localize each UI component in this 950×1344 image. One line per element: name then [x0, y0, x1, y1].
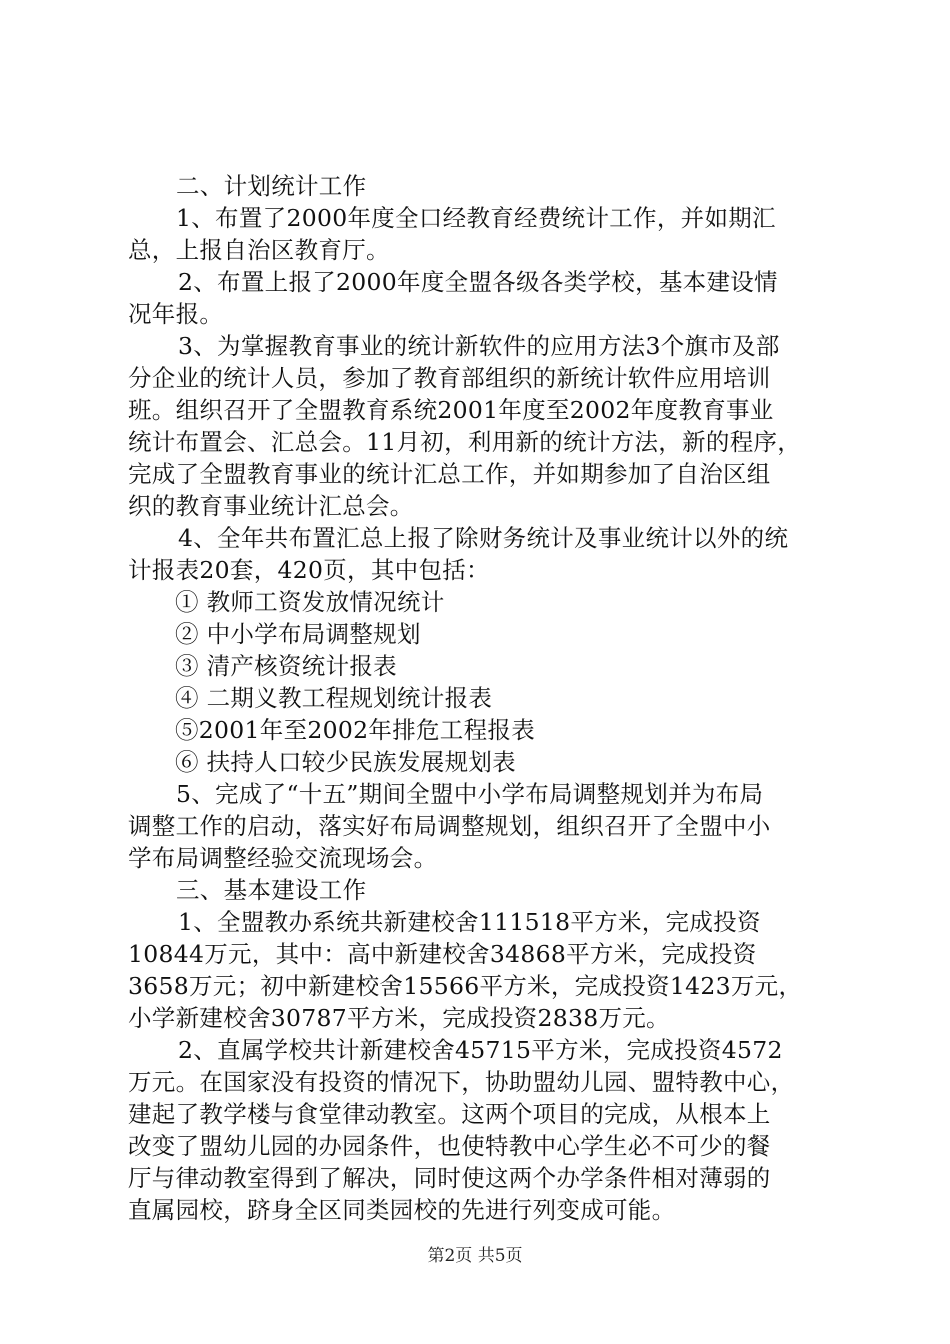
text-line: 直属园校，跻身全区同类园校的先进行列变成可能。	[128, 1196, 676, 1224]
text-line: 二、计划统计工作	[176, 172, 367, 200]
text-line: 三、基本建设工作	[176, 876, 367, 904]
text-line: 建起了教学楼与食堂律动教室。这两个项目的完成，从根本上	[128, 1100, 771, 1128]
text-line: 万元。在国家没有投资的情况下，协助盟幼儿园、盟特教中心，	[128, 1068, 795, 1096]
text-line: ④ 二期义教工程规划统计报表	[175, 684, 493, 712]
page-footer: 第2页 共5页	[427, 1246, 523, 1266]
text-line: 厅与律动教室得到了解决，同时使这两个办学条件相对薄弱的	[128, 1164, 771, 1192]
text-line: 3658万元；初中新建校舍15566平方米，完成投资1423万元，	[128, 972, 803, 1000]
text-line: 学布局调整经验交流现场会。	[128, 844, 438, 872]
text-line: 分企业的统计人员，参加了教育部组织的新统计软件应用培训	[128, 364, 771, 392]
text-line: ② 中小学布局调整规划	[175, 620, 421, 648]
text-line: 调整工作的启动，落实好布局调整规划，组织召开了全盟中小	[128, 812, 771, 840]
text-line: 4、全年共布置汇总上报了除财务统计及事业统计以外的统	[178, 524, 789, 552]
text-line: ① 教师工资发放情况统计	[175, 588, 445, 616]
text-line: 5、完成了“十五”期间全盟中小学布局调整规划并为布局	[176, 780, 764, 808]
document-body	[128, 170, 836, 1226]
text-line: 10844万元，其中：高中新建校舍34868平方米，完成投资	[128, 940, 757, 968]
text-line: 2、布置上报了2000年度全盟各级各类学校，基本建设情	[178, 268, 778, 296]
text-line: 1、布置了2000年度全口经教育经费统计工作，并如期汇	[176, 204, 776, 232]
text-line: 改变了盟幼儿园的办园条件，也使特教中心学生必不可少的餐	[128, 1132, 771, 1160]
text-line: ⑥ 扶持人口较少民族发展规划表	[175, 748, 516, 776]
text-line: ⑤2001年至2002年排危工程报表	[175, 716, 536, 744]
text-line: 1、全盟教办系统共新建校舍111518平方米，完成投资	[178, 908, 761, 936]
text-line: 织的教育事业统计汇总会。	[128, 492, 414, 520]
text-line: 计报表20套，420页，其中包括：	[128, 556, 490, 584]
text-line: 班。组织召开了全盟教育系统2001年度至2002年度教育事业	[128, 396, 774, 424]
text-line: 统计布置会、汇总会。11月初，利用新的统计方法，新的程序，	[128, 428, 802, 456]
text-line: 3、为掌握教育事业的统计新软件的应用方法3个旗市及部	[178, 332, 780, 360]
text-line: 完成了全盟教育事业的统计汇总工作，并如期参加了自治区组	[128, 460, 771, 488]
text-line: 况年报。	[128, 300, 224, 328]
text-line: ③ 清产核资统计报表	[175, 652, 397, 680]
text-line: 小学新建校舍30787平方米，完成投资2838万元。	[128, 1004, 670, 1032]
text-line: 2、直属学校共计新建校舍45715平方米，完成投资4572	[178, 1036, 783, 1064]
text-line: 总，上报自治区教育厅。	[128, 236, 390, 264]
